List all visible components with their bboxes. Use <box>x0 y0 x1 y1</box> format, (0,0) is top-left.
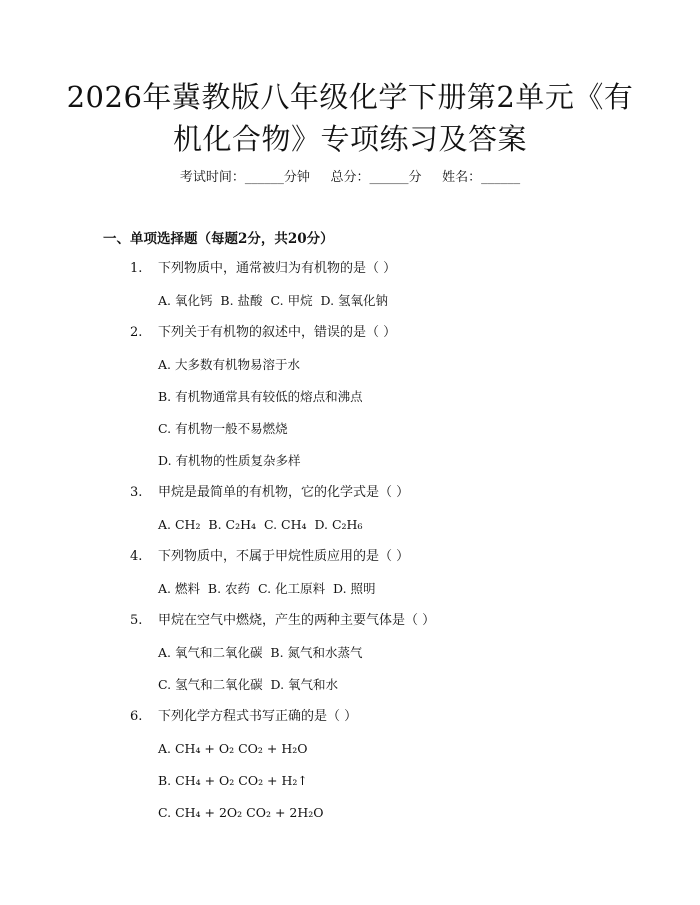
question-2-option-a: A. 大多数有机物易溶于水 <box>158 357 300 372</box>
question-4 <box>130 547 409 567</box>
question-4-options: A. 燃料 B. 农药 C. 化工原料 D. 照明 <box>158 581 376 596</box>
question-5-options-ab: A. 氧气和二氧化碳 B. 氮气和水蒸气 <box>158 645 363 660</box>
title-line-1: 2026年冀教版八年级化学下册第2单元《有 <box>66 80 634 114</box>
question-2-option-c: C. 有机物一般不易燃烧 <box>158 421 288 436</box>
question-number: 1. <box>130 261 143 276</box>
question-number: 2. <box>130 325 143 340</box>
exam-meta-line: 考试时间：______分钟 总分：______分 姓名：______ <box>179 170 521 185</box>
question-2-option-b: B. 有机物通常具有较低的熔点和沸点 <box>158 389 363 404</box>
question-number: 5. <box>130 613 143 628</box>
question-stem: 甲烷在空气中燃烧，产生的两种主要气体是（ ） <box>158 613 436 628</box>
question-5 <box>130 611 435 631</box>
question-5-options-cd: C. 氢气和二氧化碳 D. 氧气和水 <box>158 677 339 692</box>
question-2-option-d: D. 有机物的性质复杂多样 <box>158 453 301 468</box>
question-3 <box>130 483 409 503</box>
question-6 <box>130 707 357 727</box>
question-1-options: A. 氧化钙 B. 盐酸 C. 甲烷 D. 氢氧化钠 <box>158 293 389 308</box>
question-stem: 下列物质中，不属于甲烷性质应用的是（ ） <box>158 549 410 564</box>
question-6-option-b: B. CH₄ + O₂ CO₂ + H₂↑ <box>158 773 308 788</box>
question-stem: 下列化学方程式书写正确的是（ ） <box>158 709 358 724</box>
question-6-option-c: C. CH₄ + 2O₂ CO₂ + 2H₂O <box>158 805 324 820</box>
section-heading: 一、单项选择题（每题2分，共20分） <box>103 231 334 247</box>
document-title <box>40 76 660 160</box>
question-number: 3. <box>130 485 143 500</box>
question-6-option-a: A. CH₄ + O₂ CO₂ + H₂O <box>158 741 308 756</box>
question-number: 6. <box>130 709 143 724</box>
question-1 <box>130 259 396 279</box>
question-stem: 下列物质中，通常被归为有机物的是（ ） <box>158 261 397 276</box>
question-stem: 下列关于有机物的叙述中，错误的是（ ） <box>158 325 397 340</box>
question-number: 4. <box>130 549 143 564</box>
question-stem: 甲烷是最简单的有机物，它的化学式是（ ） <box>158 485 410 500</box>
title-line-2: 机化合物》专项练习及答案 <box>172 122 527 156</box>
question-2 <box>130 323 396 343</box>
question-3-options: A. CH₂ B. C₂H₄ C. CH₄ D. C₂H₆ <box>158 517 363 532</box>
